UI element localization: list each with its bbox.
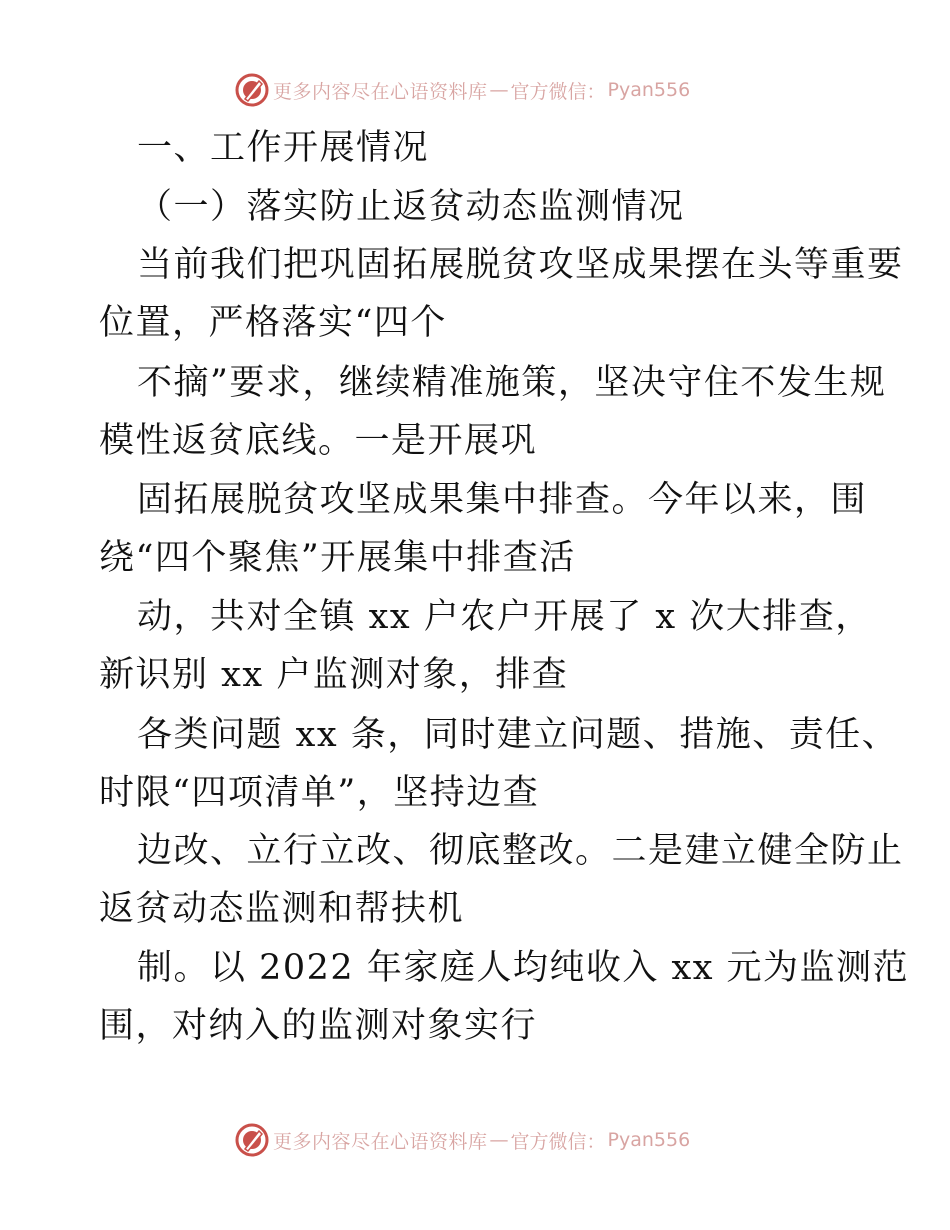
watermark-official-label: 官方微信： <box>510 1130 606 1153</box>
paragraph-line: 各类问题 xx 条，同时建立问题、措施、责任、 <box>137 715 899 755</box>
paragraph-line: 时限“四项清单”，坚持边查 <box>99 773 540 813</box>
watermark-dash: — <box>489 79 509 101</box>
watermark-site-text: 更多内容尽在心语资料库 <box>273 1130 488 1153</box>
paragraph-line: 制。以 2022 年家庭人均纯收入 xx 元为监测范 <box>137 948 910 988</box>
paragraph-line: 模性返贫底线。一是开展巩 <box>99 421 538 461</box>
pen-logo-icon <box>235 1123 269 1157</box>
paragraph-line: 不摘”要求，继续精准施策，坚决守住不发生规 <box>137 363 887 403</box>
pen-logo-icon <box>235 73 269 107</box>
watermark-official-label: 官方微信： <box>510 80 606 103</box>
header-watermark <box>235 72 715 108</box>
paragraph-line: 绕“四个聚焦”开展集中排查活 <box>99 538 576 578</box>
paragraph-line: 当前我们把巩固拓展脱贫攻坚成果摆在头等重要 <box>137 245 904 285</box>
watermark-dash: — <box>489 1129 509 1151</box>
watermark-wechat-id: Pyan556 <box>607 79 691 101</box>
watermark-site-text: 更多内容尽在心语资料库 <box>273 80 488 103</box>
paragraph-line: 围，对纳入的监测对象实行 <box>99 1006 538 1046</box>
paragraph-line: 动，共对全镇 xx 户农户开展了 x 次大排查， <box>137 597 872 637</box>
paragraph-line: 边改、立行立改、彻底整改。二是建立健全防止 <box>137 831 904 871</box>
footer-watermark <box>235 1122 715 1158</box>
section-heading: 一、工作开展情况 <box>137 128 430 168</box>
paragraph-line: 位置，严格落实“四个 <box>99 303 447 343</box>
paragraph-line: 固拓展脱贫攻坚成果集中排查。今年以来，围 <box>137 480 868 520</box>
paragraph-line: 返贫动态监测和帮扶机 <box>99 889 465 929</box>
watermark-wechat-id: Pyan556 <box>607 1129 691 1151</box>
paragraph-line: 新识别 xx 户监测对象，排查 <box>99 655 569 695</box>
subsection-heading: （一）落实防止返贫动态监测情况 <box>137 187 685 227</box>
